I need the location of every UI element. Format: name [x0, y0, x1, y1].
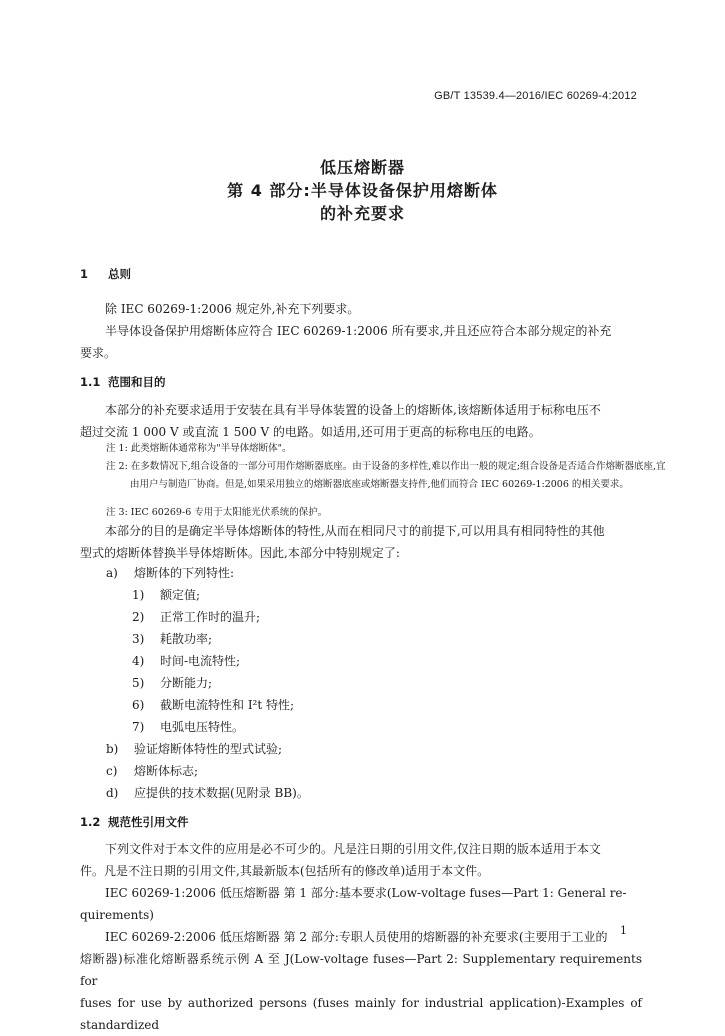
- text-line: 件。凡是不注日期的引用文件,其最新版本(包括所有的修改单)适用于本文件。: [80, 864, 490, 878]
- section-heading-1-2: [80, 814, 189, 830]
- section-1-1-paragraph-1: [80, 399, 642, 443]
- text-line: 半导体设备保护用熔断体应符合 IEC 60269-1:2006 所有要求,并且还应符合本部分规定的补充: [105, 324, 612, 338]
- title-line-2: 第 4 部分:半导体设备保护用熔断体: [227, 181, 498, 200]
- section-heading-1-1: [80, 374, 166, 390]
- list-item: 1) 额定值;: [132, 588, 201, 602]
- reference-line: fuses for use by authorized persons (fuses mainly for industrial application)-Examples of standardized: [80, 996, 642, 1032]
- text-line: 下列文件对于本文件的应用是必不可少的。凡是注日期的引用文件,仅注日期的版本适用于本文: [105, 842, 601, 856]
- section-title: 规范性引用文件: [108, 815, 189, 829]
- list-item: 4) 时间-电流特性;: [132, 654, 241, 668]
- document-title: [0, 156, 725, 225]
- reference-line: 熔断器)标准化熔断器系统示例 A 至 J(Low-voltage fuses—Part 2: Supplementary requirements for: [80, 952, 642, 988]
- list-item: 6) 截断电流特性和 I²t 特性;: [132, 698, 295, 712]
- text-line: 超过交流 1 000 V 或直流 1 500 V 的电路。如适用,还可用于更高的标称电压的电路。: [80, 425, 541, 439]
- section-number: 1: [80, 267, 89, 281]
- text-line: 要求。: [80, 346, 117, 360]
- section-1-2-paragraph: [80, 838, 642, 1036]
- list-item: 5) 分断能力;: [132, 676, 213, 690]
- text-line: 本部分的补充要求适用于安装在具有半导体装置的设备上的熔断体,该熔断体适用于标称电压不: [105, 403, 601, 417]
- note-2: 注 2: 在多数情况下,组合设备的一部分可用作熔断器底座。由于设备的多样性,难以作出一般的规定;组合设备是否适合作熔断器底座,宜由用户与制造厂协商。但是,如果采用独立的熔断器底座或熔断器支持件,他们而符合 IEC 60269-1:2006 的相关要求。: [106, 461, 666, 490]
- section-1-1-paragraph-2: [80, 520, 642, 564]
- note-1: 注 1: 此类熔断体通常称为"半导体熔断体"。: [106, 443, 292, 454]
- standard-code-header: GB/T 13539.4—2016/IEC 60269-4:2012: [434, 90, 637, 102]
- list-item: 3) 耗散功率;: [132, 632, 213, 646]
- text-line: 本部分的目的是确定半导体熔断体的特性,从而在相同尺寸的前提下,可以用具有相同特性的其他: [105, 524, 605, 538]
- list-item: a) 熔断体的下列特性:: [106, 566, 235, 580]
- page-number: 1: [620, 924, 627, 937]
- section-title: 总则: [108, 267, 131, 281]
- title-line-3: 的补充要求: [319, 204, 405, 223]
- text-line: 除 IEC 60269-1:2006 规定外,补充下列要求。: [105, 302, 360, 316]
- title-line-1: 低压熔断器: [319, 158, 405, 177]
- section-number: 1.2: [80, 815, 101, 829]
- reference-line: quirements): [80, 908, 154, 922]
- section-1-paragraph: [80, 298, 642, 364]
- list-item: b) 验证熔断体特性的型式试验;: [106, 742, 283, 756]
- section-heading-1: [80, 266, 131, 282]
- list-item: c) 熔断体标志;: [106, 764, 199, 778]
- list-item: d) 应提供的技术数据(见附录 BB)。: [106, 786, 309, 800]
- list-item: 2) 正常工作时的温升;: [132, 610, 261, 624]
- section-title: 范围和目的: [108, 375, 166, 389]
- list-item: 7) 电弧电压特性。: [132, 720, 245, 734]
- reference-line: IEC 60269-1:2006 低压熔断器 第 1 部分:基本要求(Low-voltage fuses—Part 1: General re-: [105, 886, 627, 900]
- section-number: 1.1: [80, 375, 101, 389]
- reference-line: IEC 60269-2:2006 低压熔断器 第 2 部分:专职人员使用的熔断器的补充要求(主要用于工业的: [105, 930, 608, 944]
- text-line: 型式的熔断体替换半导体熔断体。因此,本部分中特别规定了:: [80, 546, 400, 560]
- note-3: 注 3: IEC 60269-6 专用于太阳能光伏系统的保护。: [106, 507, 328, 518]
